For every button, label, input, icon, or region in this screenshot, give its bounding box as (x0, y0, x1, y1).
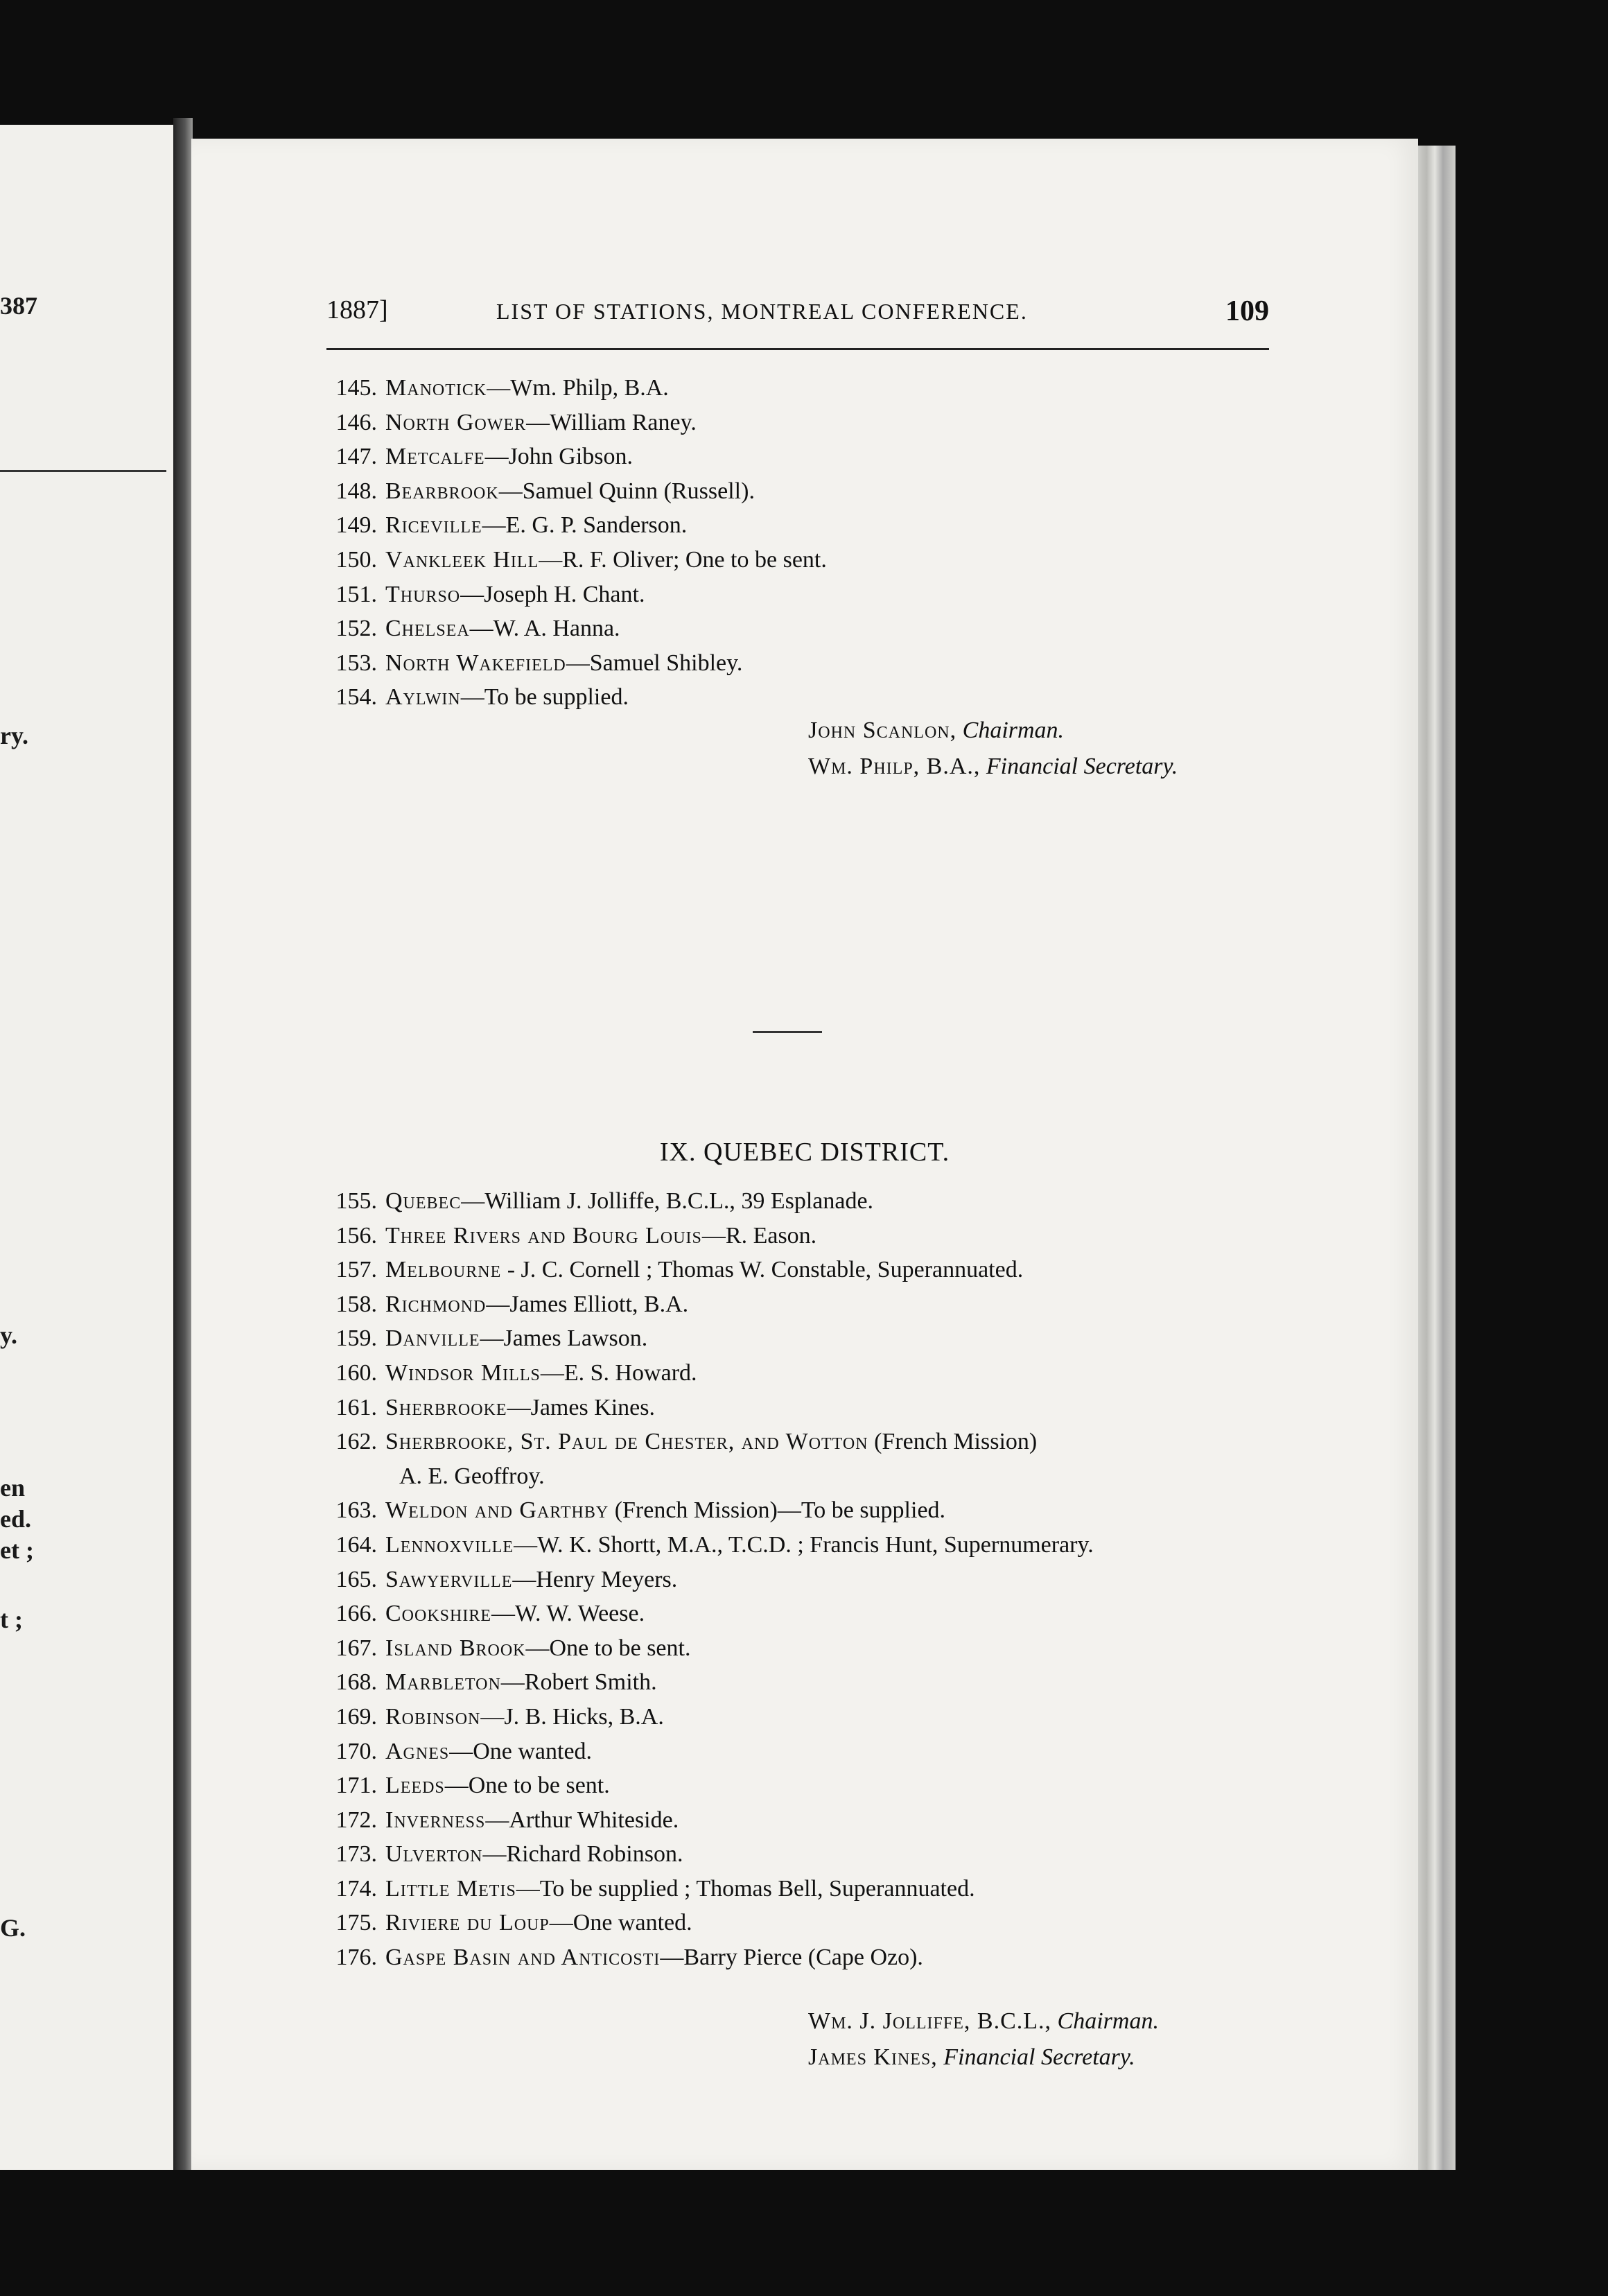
station-place: North Gower (385, 409, 527, 435)
top-chairman-role: Chairman. (962, 718, 1065, 743)
station-place: Manotick (385, 375, 487, 401)
left-fragment-7: G. (0, 1914, 26, 1942)
station-appointment: —Wm. Philp, B.A. (487, 375, 669, 401)
station-number: 159. (335, 1325, 377, 1352)
station-entry (316, 1493, 1286, 1528)
station-number: 149. (335, 512, 377, 539)
station-appointment: —John Gibson. (484, 444, 633, 470)
bottom-secretary-name: James Kines, (808, 2044, 938, 2070)
station-appointment: (French Mission) (868, 1429, 1038, 1455)
station-entry (316, 1563, 1286, 1597)
top-secretary-name: Wm. Philp, B.A., (808, 754, 981, 779)
top-chairman-name: John Scanlon, (808, 718, 957, 743)
left-page-rule (0, 470, 166, 472)
header-rule (326, 348, 1269, 350)
station-entry (316, 1734, 1286, 1769)
station-entry (316, 1872, 1286, 1906)
station-number: 175. (335, 1910, 377, 1936)
station-entry (316, 474, 1286, 509)
station-list-bottom (316, 1184, 1286, 1975)
station-entry (316, 577, 1286, 612)
running-title: LIST OF STATIONS, MONTREAL CONFERENCE. (496, 299, 1028, 324)
bottom-signature (808, 2003, 1159, 2076)
station-entry (316, 1700, 1286, 1734)
station-number: 165. (335, 1566, 377, 1592)
station-number: 150. (335, 546, 377, 573)
station-place: Quebec (385, 1188, 462, 1214)
station-entry (316, 440, 1286, 474)
bottom-secretary-line (808, 2040, 1159, 2076)
station-entry (316, 1253, 1286, 1287)
station-entry (316, 508, 1286, 543)
station-number: 170. (335, 1738, 377, 1764)
book-gutter (173, 118, 193, 2170)
station-appointment: —James Lawson. (480, 1325, 648, 1352)
left-fragment-4: ed. (0, 1505, 31, 1533)
station-entry (316, 611, 1286, 646)
top-secretary-line (808, 749, 1178, 785)
station-place: Robinson (385, 1703, 481, 1730)
station-place: Riceville (385, 512, 482, 539)
station-place: Weldon and Garthby (385, 1497, 609, 1524)
station-place: Richmond (385, 1291, 487, 1317)
station-appointment: —James Elliott, B.A. (486, 1291, 689, 1317)
station-entry (316, 543, 1286, 577)
station-place: Danville (385, 1325, 480, 1352)
station-number: 172. (335, 1807, 377, 1833)
station-appointment: —To be supplied. (460, 684, 629, 711)
station-number: 147. (335, 444, 377, 470)
station-appointment: —J. B. Hicks, B.A. (480, 1703, 664, 1730)
station-number: 173. (335, 1841, 377, 1868)
station-entry (316, 371, 1286, 406)
district-heading: IX. QUEBEC DISTRICT. (659, 1138, 950, 1167)
station-appointment: —To be supplied ; Thomas Bell, Superannuated. (516, 1875, 975, 1902)
left-page-number-fragment: 387 (0, 292, 37, 320)
station-appointment: —W. W. Weese. (491, 1601, 645, 1627)
bottom-chairman-role: Chairman. (1057, 2008, 1159, 2034)
station-place: Melbourne (385, 1257, 502, 1283)
station-appointment: —Richard Robinson. (482, 1841, 683, 1868)
station-number: 164. (335, 1531, 377, 1558)
station-number: 167. (335, 1635, 377, 1661)
station-number: 174. (335, 1875, 377, 1902)
station-entry (316, 1459, 1286, 1494)
page-edge (1414, 146, 1456, 2170)
station-appointment: —Arthur Whiteside. (485, 1807, 679, 1833)
station-number: 145. (335, 375, 377, 401)
station-appointment: —W. A. Hanna. (469, 616, 620, 642)
station-number: 169. (335, 1703, 377, 1730)
station-place: Riviere du Loup (385, 1910, 550, 1936)
station-appointment: —James Kines. (507, 1394, 656, 1420)
station-entry (316, 646, 1286, 681)
station-number: 152. (335, 616, 377, 642)
station-entry (316, 1321, 1286, 1356)
station-appointment: —R. F. Oliver; One to be sent. (539, 546, 827, 573)
station-number: 146. (335, 409, 377, 435)
station-place: North Wakefield (385, 650, 566, 676)
station-number: 171. (335, 1773, 377, 1799)
station-appointment: —E. G. P. Sanderson. (482, 512, 688, 539)
station-appointment: (French Mission)—To be supplied. (609, 1497, 946, 1524)
station-place: Ulverton (385, 1841, 483, 1868)
station-appointment: —One wanted. (449, 1738, 593, 1764)
station-number: 163. (335, 1497, 377, 1524)
running-header (326, 295, 1269, 336)
station-entry (316, 1665, 1286, 1700)
station-entry (316, 1391, 1286, 1425)
top-chairman-line (808, 713, 1178, 749)
station-number: 158. (335, 1291, 377, 1317)
station-appointment: —W. K. Shortt, M.A., T.C.D. ; Francis Hunt, Supernumerary. (514, 1531, 1094, 1558)
station-number: 166. (335, 1601, 377, 1627)
station-number: 151. (335, 581, 377, 607)
bottom-chairman-line (808, 2003, 1159, 2040)
station-number: 168. (335, 1669, 377, 1696)
station-number: 157. (335, 1257, 377, 1283)
station-number: 155. (335, 1188, 377, 1214)
station-entry (316, 1803, 1286, 1838)
station-place: Sherbrooke, St. Paul de Chester, and Wotton (385, 1429, 868, 1455)
station-place: Sherbrooke (385, 1394, 507, 1420)
station-entry (316, 406, 1286, 440)
top-signature (808, 713, 1178, 785)
station-place: Thurso (385, 581, 461, 607)
station-appointment: —Joseph H. Chant. (460, 581, 645, 607)
station-appointment: —Henry Meyers. (512, 1566, 678, 1592)
station-appointment: —Barry Pierce (Cape Ozo). (660, 1945, 923, 1971)
station-place: Gaspe Basin and Anticosti (385, 1945, 661, 1971)
station-appointment: —One to be sent. (525, 1635, 691, 1661)
page-number: 109 (1225, 295, 1269, 327)
station-entry (316, 1631, 1286, 1666)
station-place: Bearbrook (385, 478, 499, 504)
bottom-chairman-name: Wm. J. Jolliffe, B.C.L., (808, 2008, 1052, 2034)
station-appointment: —Samuel Quinn (Russell). (498, 478, 755, 504)
station-appointment: —E. S. Howard. (540, 1359, 697, 1386)
station-entry (316, 1837, 1286, 1872)
station-place: Metcalfe (385, 444, 485, 470)
left-fragment-6: t ; (0, 1606, 23, 1633)
station-number: 160. (335, 1359, 377, 1386)
station-place: Chelsea (385, 616, 470, 642)
station-number: 156. (335, 1222, 377, 1249)
station-place: Little Metis (385, 1875, 516, 1902)
station-appointment: —Samuel Shibley. (566, 650, 743, 676)
station-place: Vankleek Hill (385, 546, 539, 573)
station-place: Island Brook (385, 1635, 526, 1661)
left-fragment-3: en (0, 1474, 25, 1502)
station-entry (316, 1184, 1286, 1219)
station-entry (316, 1906, 1286, 1940)
station-number: 148. (335, 478, 377, 504)
section-divider (753, 1031, 822, 1033)
left-fragment-1: ry. (0, 722, 28, 749)
station-entry (316, 680, 1286, 715)
book-page (191, 139, 1418, 2170)
station-appointment: —William J. Jolliffe, B.C.L., 39 Esplanade. (461, 1188, 874, 1214)
station-number: 153. (335, 650, 377, 676)
station-appointment: —Robert Smith. (500, 1669, 657, 1696)
station-place: Three Rivers and Bourg Louis (385, 1222, 702, 1249)
station-number: 154. (335, 684, 377, 711)
station-number: 176. (335, 1945, 377, 1971)
station-place: Inverness (385, 1807, 486, 1833)
station-entry (316, 1940, 1286, 1975)
station-place: Sawyerville (385, 1566, 513, 1592)
station-place: Marbleton (385, 1669, 501, 1696)
station-place: Aylwin (385, 684, 461, 711)
station-entry (316, 1597, 1286, 1631)
left-fragment-5: et ; (0, 1536, 34, 1564)
top-secretary-role: Financial Secretary. (986, 754, 1178, 779)
station-appointment: —One to be sent. (444, 1773, 610, 1799)
station-appointment: - J. C. Cornell ; Thomas W. Constable, Superannuated. (501, 1257, 1024, 1283)
station-place: Agnes (385, 1738, 450, 1764)
station-appointment: —R. Eason. (701, 1222, 817, 1249)
station-place: Leeds (385, 1773, 445, 1799)
station-place: Lennoxville (385, 1531, 514, 1558)
left-fragment-2: y. (0, 1321, 18, 1349)
station-place: Cookshire (385, 1601, 492, 1627)
header-year: 1887] (326, 295, 388, 324)
station-entry (316, 1356, 1286, 1391)
station-entry (316, 1528, 1286, 1563)
station-number: 161. (335, 1394, 377, 1420)
station-entry (316, 1768, 1286, 1803)
station-number: 162. (335, 1429, 377, 1455)
station-appointment: A. E. Geoffroy. (399, 1463, 545, 1489)
station-entry (316, 1219, 1286, 1253)
bottom-secretary-role: Financial Secretary. (943, 2044, 1135, 2070)
station-entry (316, 1287, 1286, 1322)
left-facing-page (0, 125, 173, 2170)
station-appointment: —One wanted. (549, 1910, 692, 1936)
station-appointment: —William Raney. (526, 409, 697, 435)
station-list-top (316, 371, 1286, 715)
station-place: Windsor Mills (385, 1359, 541, 1386)
station-entry (316, 1425, 1286, 1459)
